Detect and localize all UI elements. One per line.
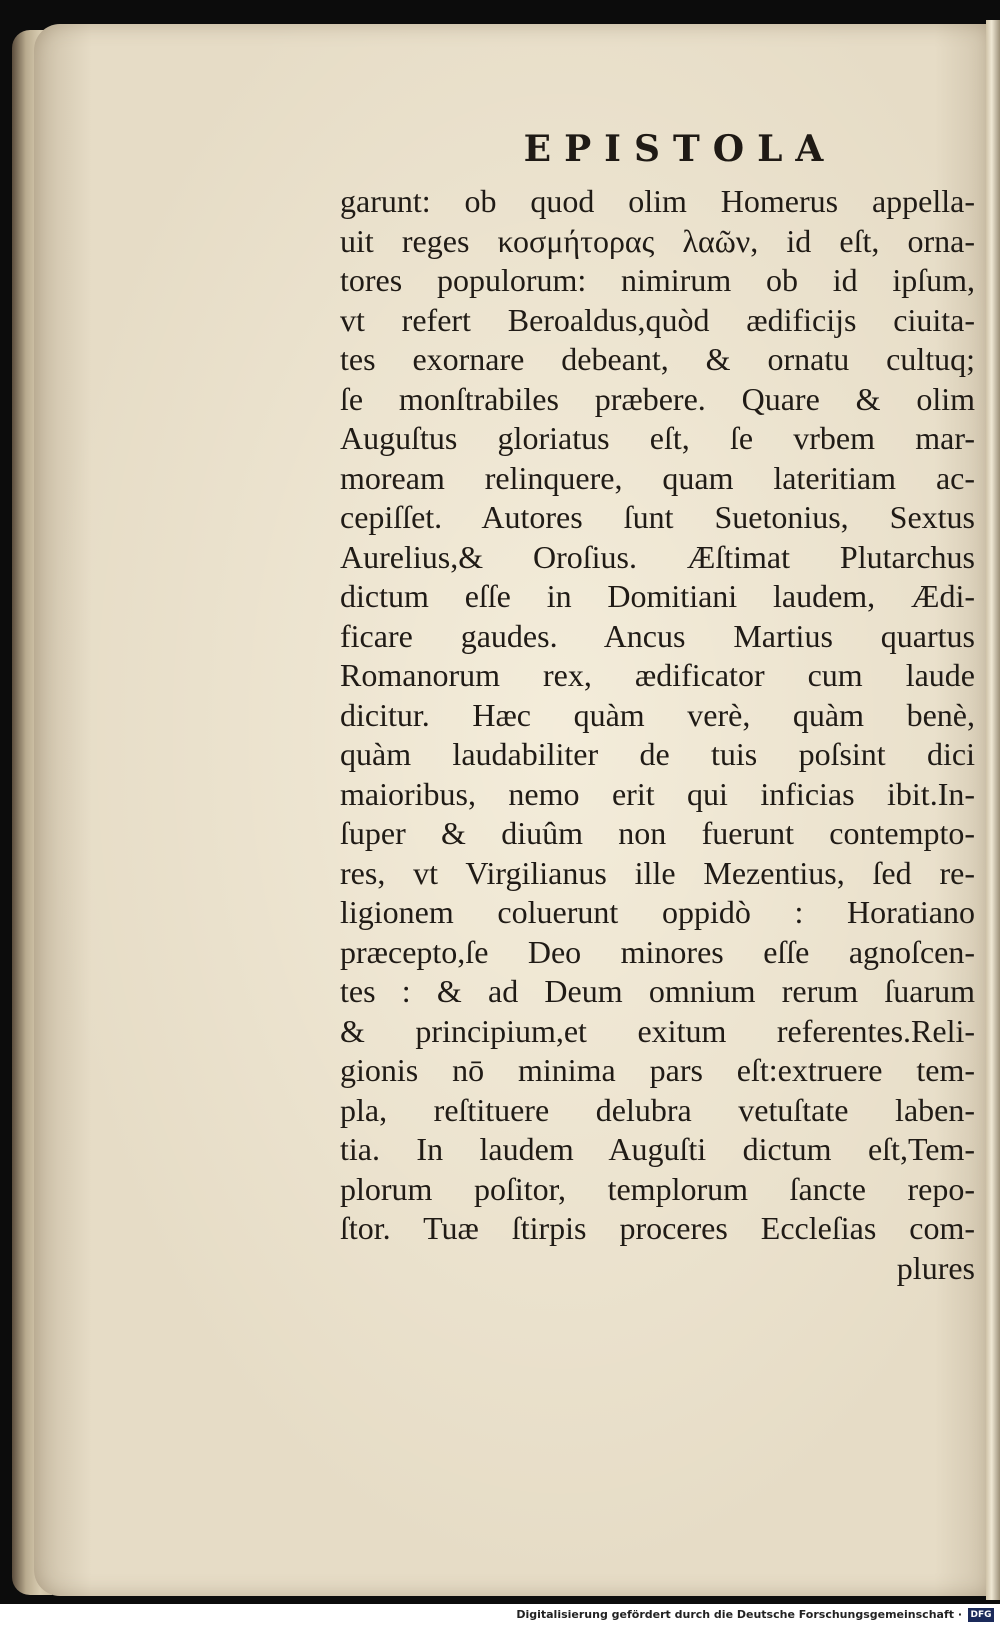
book-block-right-edge: [986, 20, 1000, 1600]
catchword: plures: [896, 1249, 975, 1286]
text-line: Aurelius,& Oroſius. Æſtimat Plutarchus: [340, 538, 975, 575]
text-line: Romanorum rex, ædificator cum laude: [340, 657, 975, 693]
running-head: EPISTOLA: [523, 128, 837, 170]
funding-note: Digitalisierung gefördert durch die Deutsche Forschungsgemeinschaft ·: [516, 1608, 962, 1621]
text-line: ſuper & diuûm non fuerunt contempto-: [340, 815, 975, 851]
text-line: ſtor. Tuæ ſtirpis proceres Eccleſias com-: [340, 1210, 975, 1246]
text-line: moream relinquere, quam lateritiam ac-: [340, 459, 975, 496]
text-line: plorum poſitor, templorum ſancte repo-: [340, 1170, 975, 1207]
text-line: garunt: ob quod olim Homerus appella-: [340, 183, 975, 219]
text-line: & principium,et exitum referentes.Reli-: [340, 1012, 975, 1049]
text-line: præcepto,ſe Deo minores eſſe agnoſcen-: [340, 933, 975, 970]
text-line: tia. In laudem Auguſti dictum eſt,Tem-: [340, 1131, 975, 1167]
text-line: ligionem coluerunt oppidò : Horatiano: [340, 894, 975, 930]
text-line: maioribus, nemo erit qui inficias ibit.In-: [340, 775, 975, 812]
text-line: tes exornare debeant, & ornatu cultuq;: [340, 341, 975, 377]
text-line: ſe monſtrabiles præbere. Quare & olim: [340, 380, 975, 417]
text-line: tes : & ad Deum omnium rerum ſuarum: [340, 973, 975, 1009]
text-line: pla, reſtituere delubra vetuſtate laben-: [340, 1091, 975, 1128]
text-line: dicitur. Hæc quàm verè, quàm benè,: [340, 696, 975, 733]
text-line: vt refert Beroaldus,quòd ædificijs ciuita-: [340, 301, 975, 338]
text-line: dictum eſſe in Domitiani laudem, Ædi-: [340, 578, 975, 614]
body-text: [340, 182, 975, 1288]
text-line: cepiſſet. Autores ſunt Suetonius, Sextus: [340, 499, 975, 535]
text-line: Auguſtus gloriatus eſt, ſe vrbem mar-: [340, 420, 975, 456]
text-line: uit reges κοσμήτορας λαῶν, id eſt, orna-: [340, 222, 975, 259]
text-line: tores populorum: nimirum ob id ipſum,: [340, 262, 975, 298]
dfg-logo: DFG: [968, 1608, 994, 1622]
text-line: res, vt Virgilianus ille Mezentius, ſed re-: [340, 854, 975, 891]
text-line: ficare gaudes. Ancus Martius quartus: [340, 617, 975, 654]
text-line: gionis nō minima pars eſt:extruere tem-: [340, 1052, 975, 1088]
text-line: quàm laudabiliter de tuis poſsint dici: [340, 736, 975, 772]
